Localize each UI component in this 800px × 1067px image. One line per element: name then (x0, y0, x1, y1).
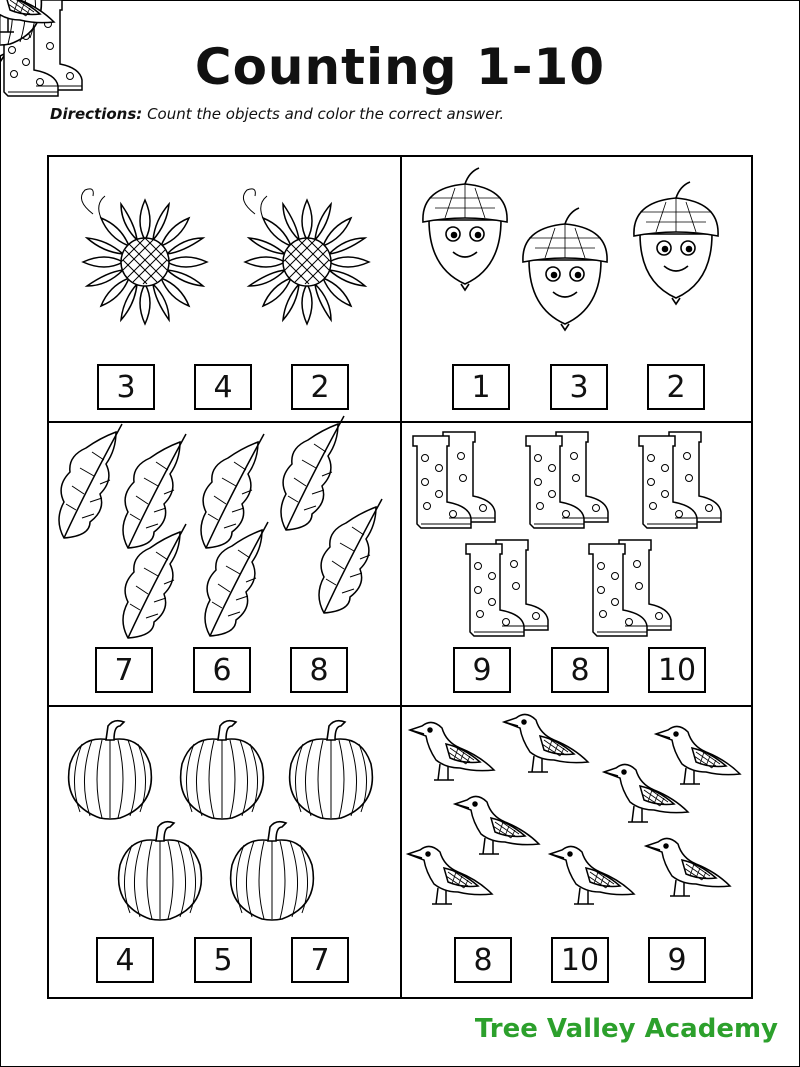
directions-text: Count the objects and color the correct answer. (147, 105, 505, 123)
answer-choice[interactable]: 8 (454, 937, 512, 983)
answer-choice[interactable]: 9 (453, 647, 511, 693)
answer-choice[interactable]: 7 (291, 937, 349, 983)
answer-choice[interactable]: 3 (550, 364, 608, 410)
answer-choice[interactable]: 4 (96, 937, 154, 983)
directions-label: Directions: (50, 105, 143, 123)
answer-choice[interactable]: 2 (291, 364, 349, 410)
answer-choice[interactable]: 10 (648, 647, 706, 693)
answer-choice[interactable]: 7 (95, 647, 153, 693)
answer-choice[interactable]: 9 (648, 937, 706, 983)
answer-choice[interactable]: 5 (194, 937, 252, 983)
answer-choice[interactable]: 6 (193, 647, 251, 693)
answer-choice[interactable]: 1 (452, 364, 510, 410)
answer-choice[interactable]: 2 (647, 364, 705, 410)
answer-choice[interactable]: 3 (97, 364, 155, 410)
answer-choice[interactable]: 4 (194, 364, 252, 410)
answer-choice[interactable]: 8 (551, 647, 609, 693)
brand-footer: Tree Valley Academy (474, 1014, 778, 1044)
answer-choice[interactable]: 8 (290, 647, 348, 693)
page-title: Counting 1-10 (194, 38, 606, 96)
answer-choice[interactable]: 10 (551, 937, 609, 983)
